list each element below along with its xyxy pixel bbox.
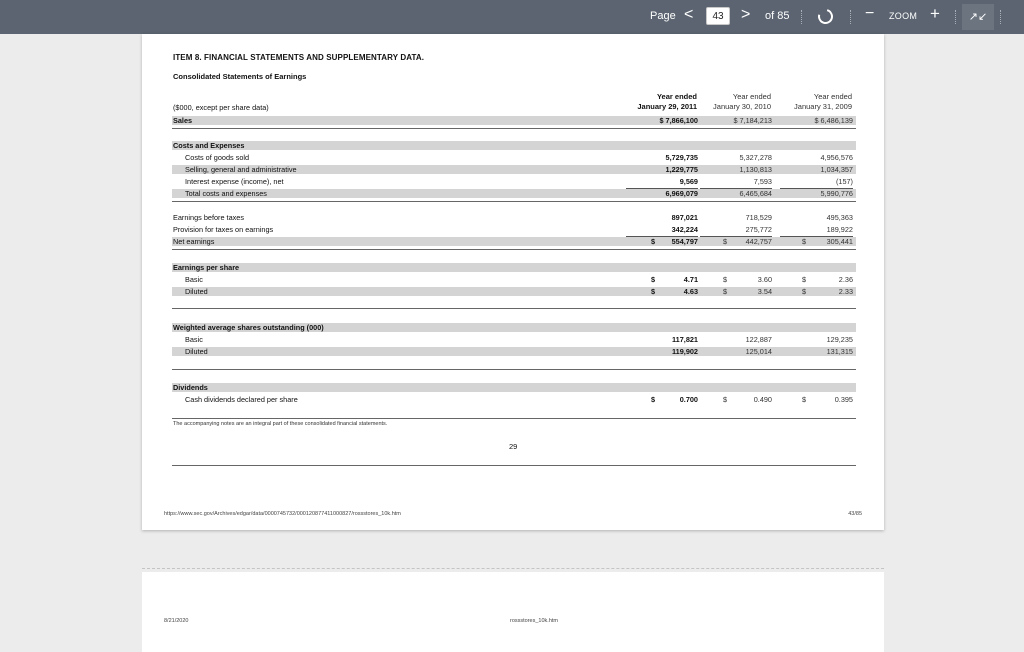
previous-page-button[interactable]: < [684,6,694,23]
table-row: Cash dividends declared per share $ 0.700 $ 0.490 $ 0.395 [185,395,853,404]
page-total-label: of 85 [765,10,790,22]
zoom-in-button[interactable]: + [930,4,940,23]
footnote: The accompanying notes are an integral part of these consolidated financial statements. [173,421,388,427]
table-row: Basic 117,821 122,887 129,235 [185,335,853,344]
column-header-2011: Year ended January 29, 2011 [637,92,697,111]
table-row: Interest expense (income), net 9,569 7,593 (157) [185,177,853,186]
table-row: Selling, general and administrative 1,229,775 1,130,813 1,034,357 [185,165,853,174]
file-name: rossstores_10k.htm [510,618,558,624]
section-title: Costs and Expenses [173,141,245,150]
table-row: Earnings before taxes 897,021 718,529 495,363 [173,213,853,222]
table-row: Provision for taxes on earnings 342,224 275,772 189,922 [173,225,853,234]
table-row: Costs of goods sold 5,729,735 5,327,278 4,956,576 [185,153,853,162]
rotate-icon[interactable] [815,6,835,26]
table-row: Diluted $ 4.63 $ 3.54 $ 2.33 [185,287,853,296]
page-label: Page [650,10,676,22]
viewer-toolbar [0,0,1024,34]
toolbar-divider [955,10,956,24]
section-title: Dividends [173,383,208,392]
toolbar-divider [850,10,851,24]
next-document-page [142,572,884,652]
toolbar-divider [801,10,802,24]
document-page [142,34,884,530]
units-row [172,102,856,113]
section-title: Weighted average shares outstanding (000) [173,323,324,332]
units-label: ($000, except per share data) [173,103,269,112]
next-page-button[interactable]: > [741,6,751,23]
page-break-divider [142,568,884,569]
table-row: Basic $ 4.71 $ 3.60 $ 2.36 [185,275,853,284]
print-date: 8/21/2020 [164,618,189,624]
statement-title: Consolidated Statements of Earnings [173,72,307,81]
zoom-out-button[interactable]: − [865,5,875,22]
source-url-link[interactable]: https://www.sec.gov/Archives/edgar/data/0000745732/000120877411000827/rossstores_10k.htm [164,511,401,517]
item-title: ITEM 8. FINANCIAL STATEMENTS AND SUPPLEMENTARY DATA. [173,53,425,62]
page-number: 29 [509,442,518,451]
section-title: Earnings per share [173,263,240,272]
table-row: Total costs and expenses 6,969,079 6,465,684 5,990,776 [185,189,853,198]
table-row: Sales $ 7,866,100 $ 7,184,213 $ 6,486,139 [173,116,853,125]
column-header-2009: Year ended January 31, 2009 [794,92,852,111]
table-row: Net earnings $ 554,797 $ 442,757 $ 305,441 [173,237,853,246]
page-count: 43/85 [848,511,862,517]
page-number-input[interactable] [706,7,730,25]
table-row: Diluted 119,902 125,014 131,315 [185,347,853,356]
column-header-2010: Year ended January 30, 2010 [713,92,771,111]
toolbar-divider [1000,10,1001,24]
collapse-fullscreen-button[interactable]: ↗↙ [962,4,994,30]
zoom-label: ZOOM [889,11,918,21]
